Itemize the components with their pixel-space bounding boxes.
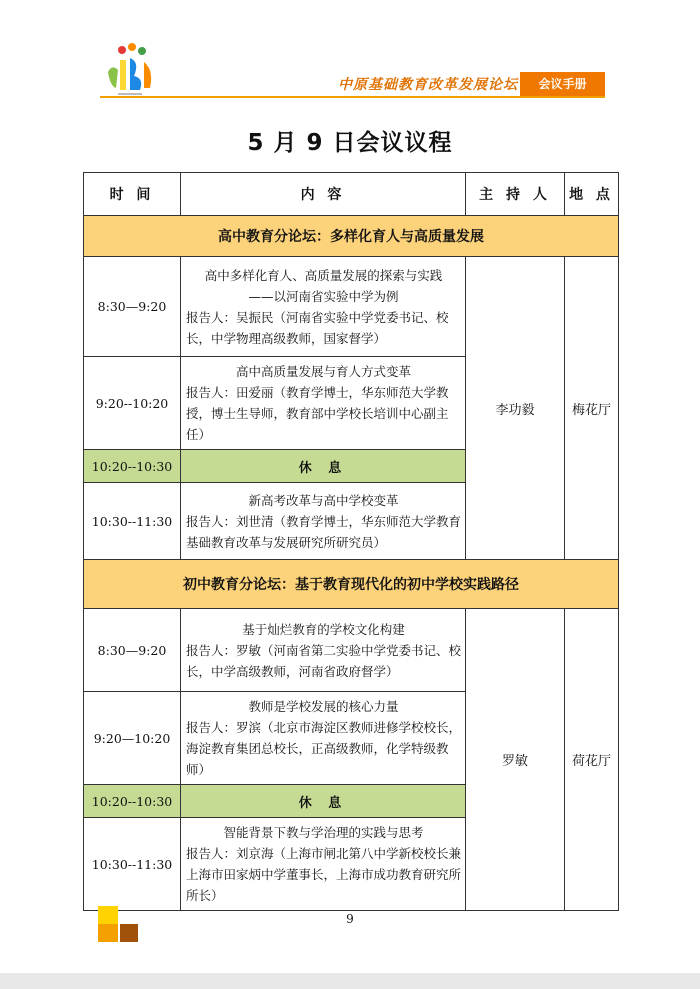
header-divider <box>100 96 605 98</box>
session-time: 8:30—9:20 <box>84 609 181 692</box>
host-name: 李功毅 <box>466 257 565 560</box>
session-time: 10:30--11:30 <box>84 818 181 911</box>
section-heading: 初中教育分论坛：基于教育现代化的初中学校实践路径 <box>84 560 619 609</box>
col-header-venue: 地 点 <box>565 173 619 216</box>
table-header-row <box>84 173 619 216</box>
session-time: 9:20—10:20 <box>84 692 181 785</box>
speaker-info: 报告人：吴振民（河南省实验中学党委书记、校长，中学物理高级教师，国家督学） <box>186 309 449 346</box>
break-label: 休 息 <box>181 785 466 818</box>
talk-title: 智能背景下教与学治理的实践与思考 <box>223 825 424 840</box>
session-time: 10:20--10:30 <box>84 450 181 483</box>
forum-name: 中原基础教育改革发展论坛 <box>338 77 518 93</box>
host-name: 罗敏 <box>466 609 565 911</box>
session-content <box>181 609 466 692</box>
talk-title: 基于灿烂教育的学校文化构建 <box>242 621 405 637</box>
session-content <box>181 357 466 450</box>
col-header-time: 时 间 <box>84 173 181 216</box>
talk-title: 高中高质量发展与育人方式变革 <box>235 364 411 379</box>
handbook-label: 会议手册 <box>520 72 605 96</box>
session-content <box>181 818 466 911</box>
session-content <box>181 257 466 357</box>
talk-title: 高中多样化育人、高质量发展的探索与实践 <box>204 267 443 283</box>
speaker-info: 报告人：田爱丽（教育学博士，华东师范大学教授，博士生导师，教育部中学校长培训中心副主任） <box>186 385 449 442</box>
talk-subtitle: ——以河南省实验中学为例 <box>248 288 399 304</box>
section-heading: 高中教育分论坛：多样化育人与高质量发展 <box>84 216 619 257</box>
decorative-square-brown <box>120 924 138 942</box>
speaker-info: 报告人：罗敏（河南省第二实验中学党委书记、校长，中学高级教师，河南省政府督学） <box>186 642 462 679</box>
speaker-info: 报告人：刘京海（上海市闸北第八中学新校校长兼上海市田家炳中学董事长，上海市成功教育研究所所长） <box>186 846 462 903</box>
talk-title: 新高考改革与高中学校变革 <box>248 492 399 508</box>
table-row <box>84 609 619 692</box>
speaker-info: 报告人：刘世清（教育学博士，华东师范大学教育基础教育改革与发展研究所研究员） <box>186 513 462 550</box>
page-number: 9 <box>346 912 354 926</box>
venue-name: 梅花厅 <box>565 257 619 560</box>
section-heading-row <box>84 216 619 257</box>
conference-logo-icon <box>100 42 160 98</box>
table-row <box>84 257 619 357</box>
agenda-table <box>83 172 619 911</box>
session-content <box>181 692 466 785</box>
venue-name: 荷花厅 <box>565 609 619 911</box>
session-time: 10:20--10:30 <box>84 785 181 818</box>
talk-title: 教师是学校发展的核心力量 <box>248 699 399 714</box>
speaker-info: 报告人：罗滨（北京市海淀区教师进修学校校长，海淀教育集团总校长，正高级教师，化学特级教师） <box>186 720 462 777</box>
page-title: 5 月 9 日会议议程 <box>247 130 453 156</box>
decorative-square-orange <box>98 924 118 942</box>
col-header-host: 主 持 人 <box>466 173 565 216</box>
session-time: 10:30--11:30 <box>84 483 181 560</box>
session-time: 8:30—9:20 <box>84 257 181 357</box>
session-time: 9:20--10:20 <box>84 357 181 450</box>
section-heading-row <box>84 560 619 609</box>
break-label: 休 息 <box>181 450 466 483</box>
session-content <box>181 483 466 560</box>
bottom-strip <box>0 973 700 989</box>
col-header-content: 内 容 <box>181 173 466 216</box>
